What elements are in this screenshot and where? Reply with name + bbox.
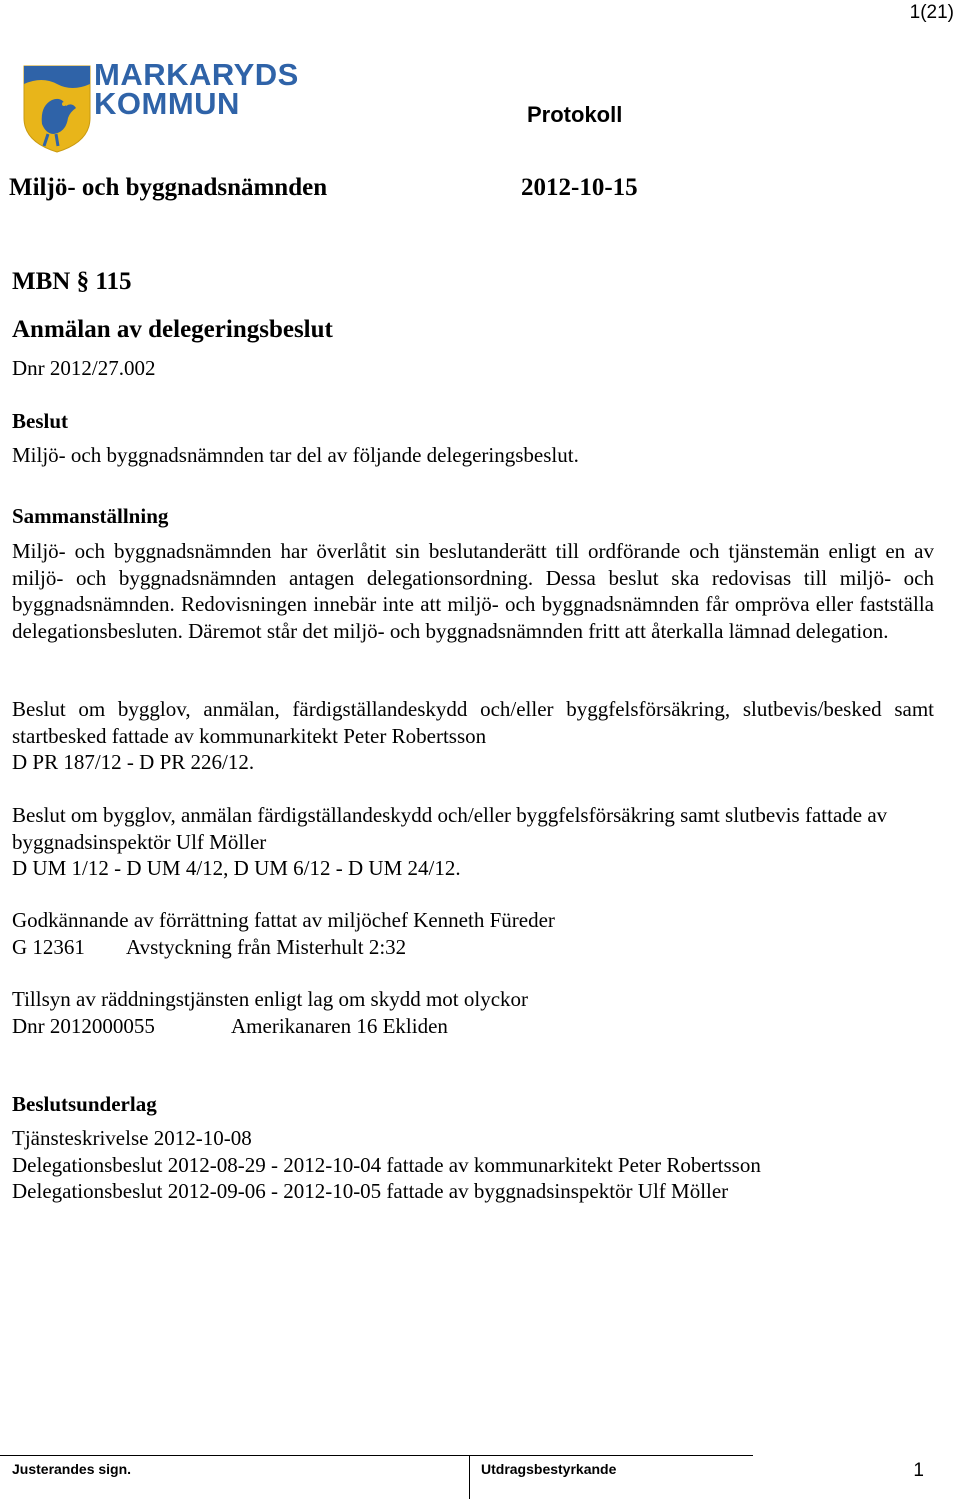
item-title: Anmälan av delegeringsbeslut	[12, 316, 333, 343]
decision-block-1	[12, 696, 934, 776]
decision-4-text: Tillsyn av räddningstjänsten enligt lag om skydd mot olyckor	[12, 987, 529, 1011]
footer-divider-left	[0, 1455, 470, 1456]
decision-block-2	[12, 802, 934, 882]
document-type: Protokoll	[527, 102, 623, 127]
decision-2-ref: D UM 1/12 - D UM 4/12, D UM 6/12 - D UM 24/12.	[12, 856, 461, 880]
logo-wordmark	[94, 57, 299, 121]
decision-3-ref-desc: Avstyckning från Misterhult 2:32	[126, 934, 407, 959]
underlag-item: Delegationsbeslut 2012-08-29 - 2012-10-04 fattade av kommunarkitekt Peter Robertsson	[12, 1152, 761, 1177]
decision-3-text: Godkännande av förrättning fattat av miljöchef Kenneth Füreder	[12, 908, 555, 932]
footer-justerandes-sign: Justerandes sign.	[12, 1461, 132, 1477]
meeting-date: 2012-10-15	[521, 174, 638, 201]
logo-line-1: MARKARYDS	[94, 57, 299, 92]
decision-2-text: Beslut om bygglov, anmälan färdigställandeskydd och/eller byggfelsförsäkring samt slutbevis fattade av byggnadsinspektör Ulf Möller	[12, 803, 888, 854]
decision-3-ref-code: G 12361	[12, 934, 85, 959]
footer-utdragsbestyrkande: Utdragsbestyrkande	[481, 1461, 617, 1477]
beslut-text: Miljö- och byggnadsnämnden tar del av följande delegeringsbeslut.	[12, 443, 579, 467]
footer-divider-right	[470, 1455, 753, 1456]
sammanstallning-text: Miljö- och byggnadsnämnden har överlåtit sin beslutanderätt till ordförande och tjänstemän enligt en av miljö- och byggnadsnämnden antagen delegationsordning. Dessa beslut ska redovisas till miljö- och byggnadsnämnden. Redovisningen innebär inte att miljö- och byggnadsnämnden får ompröva eller fastställa delegationsbesluten. Däremot står det miljö- och byggnadsnämnden fritt att återkalla lämnad delegation.	[12, 539, 934, 643]
sammanstallning-heading: Sammanställning	[12, 504, 169, 528]
committee-name: Miljö- och byggnadsnämnden	[9, 174, 328, 201]
decision-block-4	[12, 986, 934, 1039]
dnr: Dnr 2012/27.002	[12, 356, 156, 380]
decision-4-ref-code: Dnr 2012000055	[12, 1013, 155, 1038]
page-number: 1(21)	[909, 2, 954, 23]
beslut-heading: Beslut	[12, 409, 69, 433]
underlag-item: Delegationsbeslut 2012-09-06 - 2012-10-05 fattade av byggnadsinspektör Ulf Möller	[12, 1179, 729, 1203]
coat-of-arms-icon	[22, 62, 92, 154]
beslutsunderlag-list	[12, 1125, 934, 1205]
decision-1-text: Beslut om bygglov, anmälan, färdigställandeskydd och/eller byggfelsförsäkring, slutbevis/besked samt startbesked fattade av kommunarkitekt Peter Robertsson	[12, 697, 934, 748]
footer-divider-vertical	[469, 1455, 470, 1499]
logo-line-2: KOMMUN	[94, 86, 240, 121]
section-number: MBN § 115	[12, 268, 132, 295]
footer-page-number: 1	[913, 1460, 924, 1481]
decision-block-3	[12, 907, 934, 960]
decision-1-ref: D PR 187/12 - D PR 226/12.	[12, 750, 255, 774]
beslutsunderlag-heading: Beslutsunderlag	[12, 1092, 157, 1116]
underlag-item: Tjänsteskrivelse 2012-10-08	[12, 1126, 252, 1150]
decision-4-ref-desc: Amerikanaren 16 Ekliden	[231, 1013, 448, 1038]
